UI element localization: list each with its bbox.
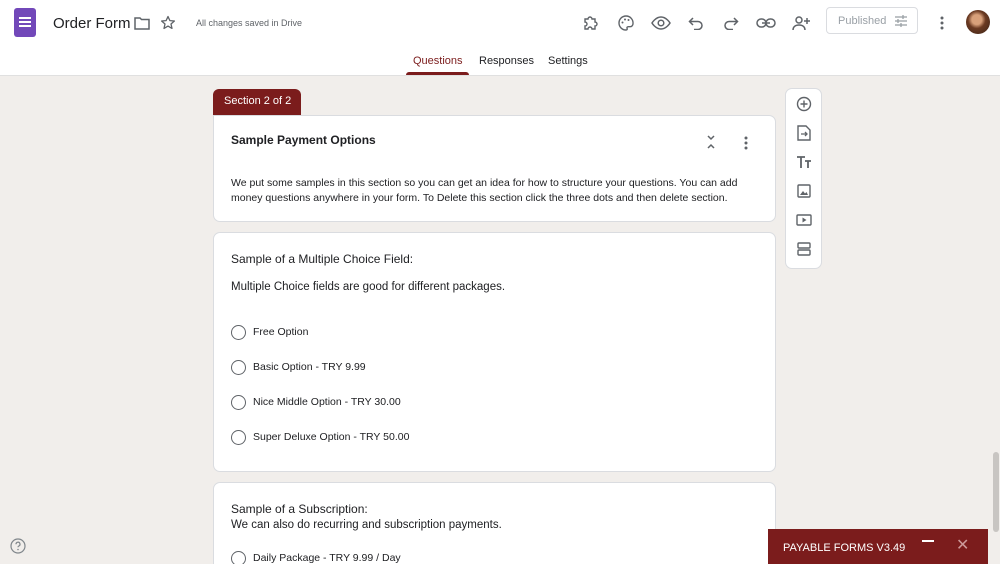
question-card-multiple-choice[interactable] [213, 232, 776, 472]
question-title: Sample of a Multiple Choice Field: [231, 252, 414, 266]
tab-settings[interactable]: Settings [548, 55, 588, 67]
tab-bar [0, 55, 1000, 75]
add-image-icon[interactable] [794, 181, 814, 201]
minimize-icon[interactable] [922, 540, 934, 542]
section-more-icon[interactable] [744, 136, 748, 155]
redo-icon[interactable] [720, 12, 742, 34]
add-collaborator-icon[interactable] [790, 12, 812, 34]
payable-label: PAYABLE FORMS V3.49 [783, 542, 906, 554]
add-title-icon[interactable] [794, 152, 814, 172]
question-description: We can also do recurring and subscription payments. [231, 519, 502, 531]
add-section-icon[interactable] [794, 239, 814, 259]
import-questions-icon[interactable] [794, 123, 814, 143]
close-icon[interactable]: ✕ [956, 537, 970, 554]
top-bar [0, 0, 1000, 76]
tune-sliders-icon [894, 14, 908, 31]
forms-logo-icon[interactable] [14, 8, 36, 37]
option-label: Basic Option - TRY 9.99 [253, 361, 366, 373]
question-description: Multiple Choice fields are good for different packages. [231, 281, 506, 293]
option-label: Free Option [253, 326, 309, 338]
preview-eye-icon[interactable] [650, 12, 672, 34]
form-title[interactable]: Order Form [53, 15, 131, 32]
add-video-icon[interactable] [794, 210, 814, 230]
section-label: Section 2 of 2 [213, 89, 301, 115]
radio-icon[interactable] [231, 395, 246, 410]
add-question-icon[interactable] [794, 94, 814, 114]
payable-forms-panel[interactable] [768, 529, 988, 564]
palette-icon[interactable] [615, 12, 637, 34]
undo-icon[interactable] [685, 12, 707, 34]
section-header-card[interactable] [213, 115, 776, 222]
radio-icon[interactable] [231, 551, 246, 564]
option-label: Daily Package - TRY 9.99 / Day [253, 552, 401, 564]
more-vert-icon[interactable] [931, 12, 953, 34]
published-label: Published [838, 14, 887, 27]
addon-puzzle-icon[interactable] [580, 12, 602, 34]
question-title: Sample of a Subscription: [231, 502, 368, 516]
section-description[interactable]: We put some samples in this section so you can get an idea for how to structure your questions. You can add money questions anywhere in your form. To Delete this section click the three dots and then delete section. [231, 177, 738, 204]
help-icon[interactable] [10, 538, 26, 559]
option-label: Nice Middle Option - TRY 30.00 [253, 396, 401, 408]
avatar[interactable] [966, 10, 990, 34]
tab-questions[interactable]: Questions [413, 55, 463, 67]
published-button[interactable] [826, 7, 918, 34]
radio-icon[interactable] [231, 430, 246, 445]
scrollbar[interactable] [993, 452, 999, 532]
section-title[interactable]: Sample Payment Options [231, 133, 376, 147]
active-tab-indicator [406, 72, 469, 75]
question-card-subscription[interactable] [213, 482, 776, 564]
collapse-icon[interactable] [706, 134, 716, 155]
floating-toolbar [785, 88, 822, 269]
option-label: Super Deluxe Option - TRY 50.00 [253, 431, 410, 443]
folder-icon[interactable] [131, 12, 153, 34]
link-icon[interactable] [755, 12, 777, 34]
star-icon[interactable] [157, 12, 179, 34]
tab-responses[interactable]: Responses [479, 55, 535, 67]
radio-icon[interactable] [231, 360, 246, 375]
save-status: All changes saved in Drive [196, 18, 303, 28]
radio-icon[interactable] [231, 325, 246, 340]
